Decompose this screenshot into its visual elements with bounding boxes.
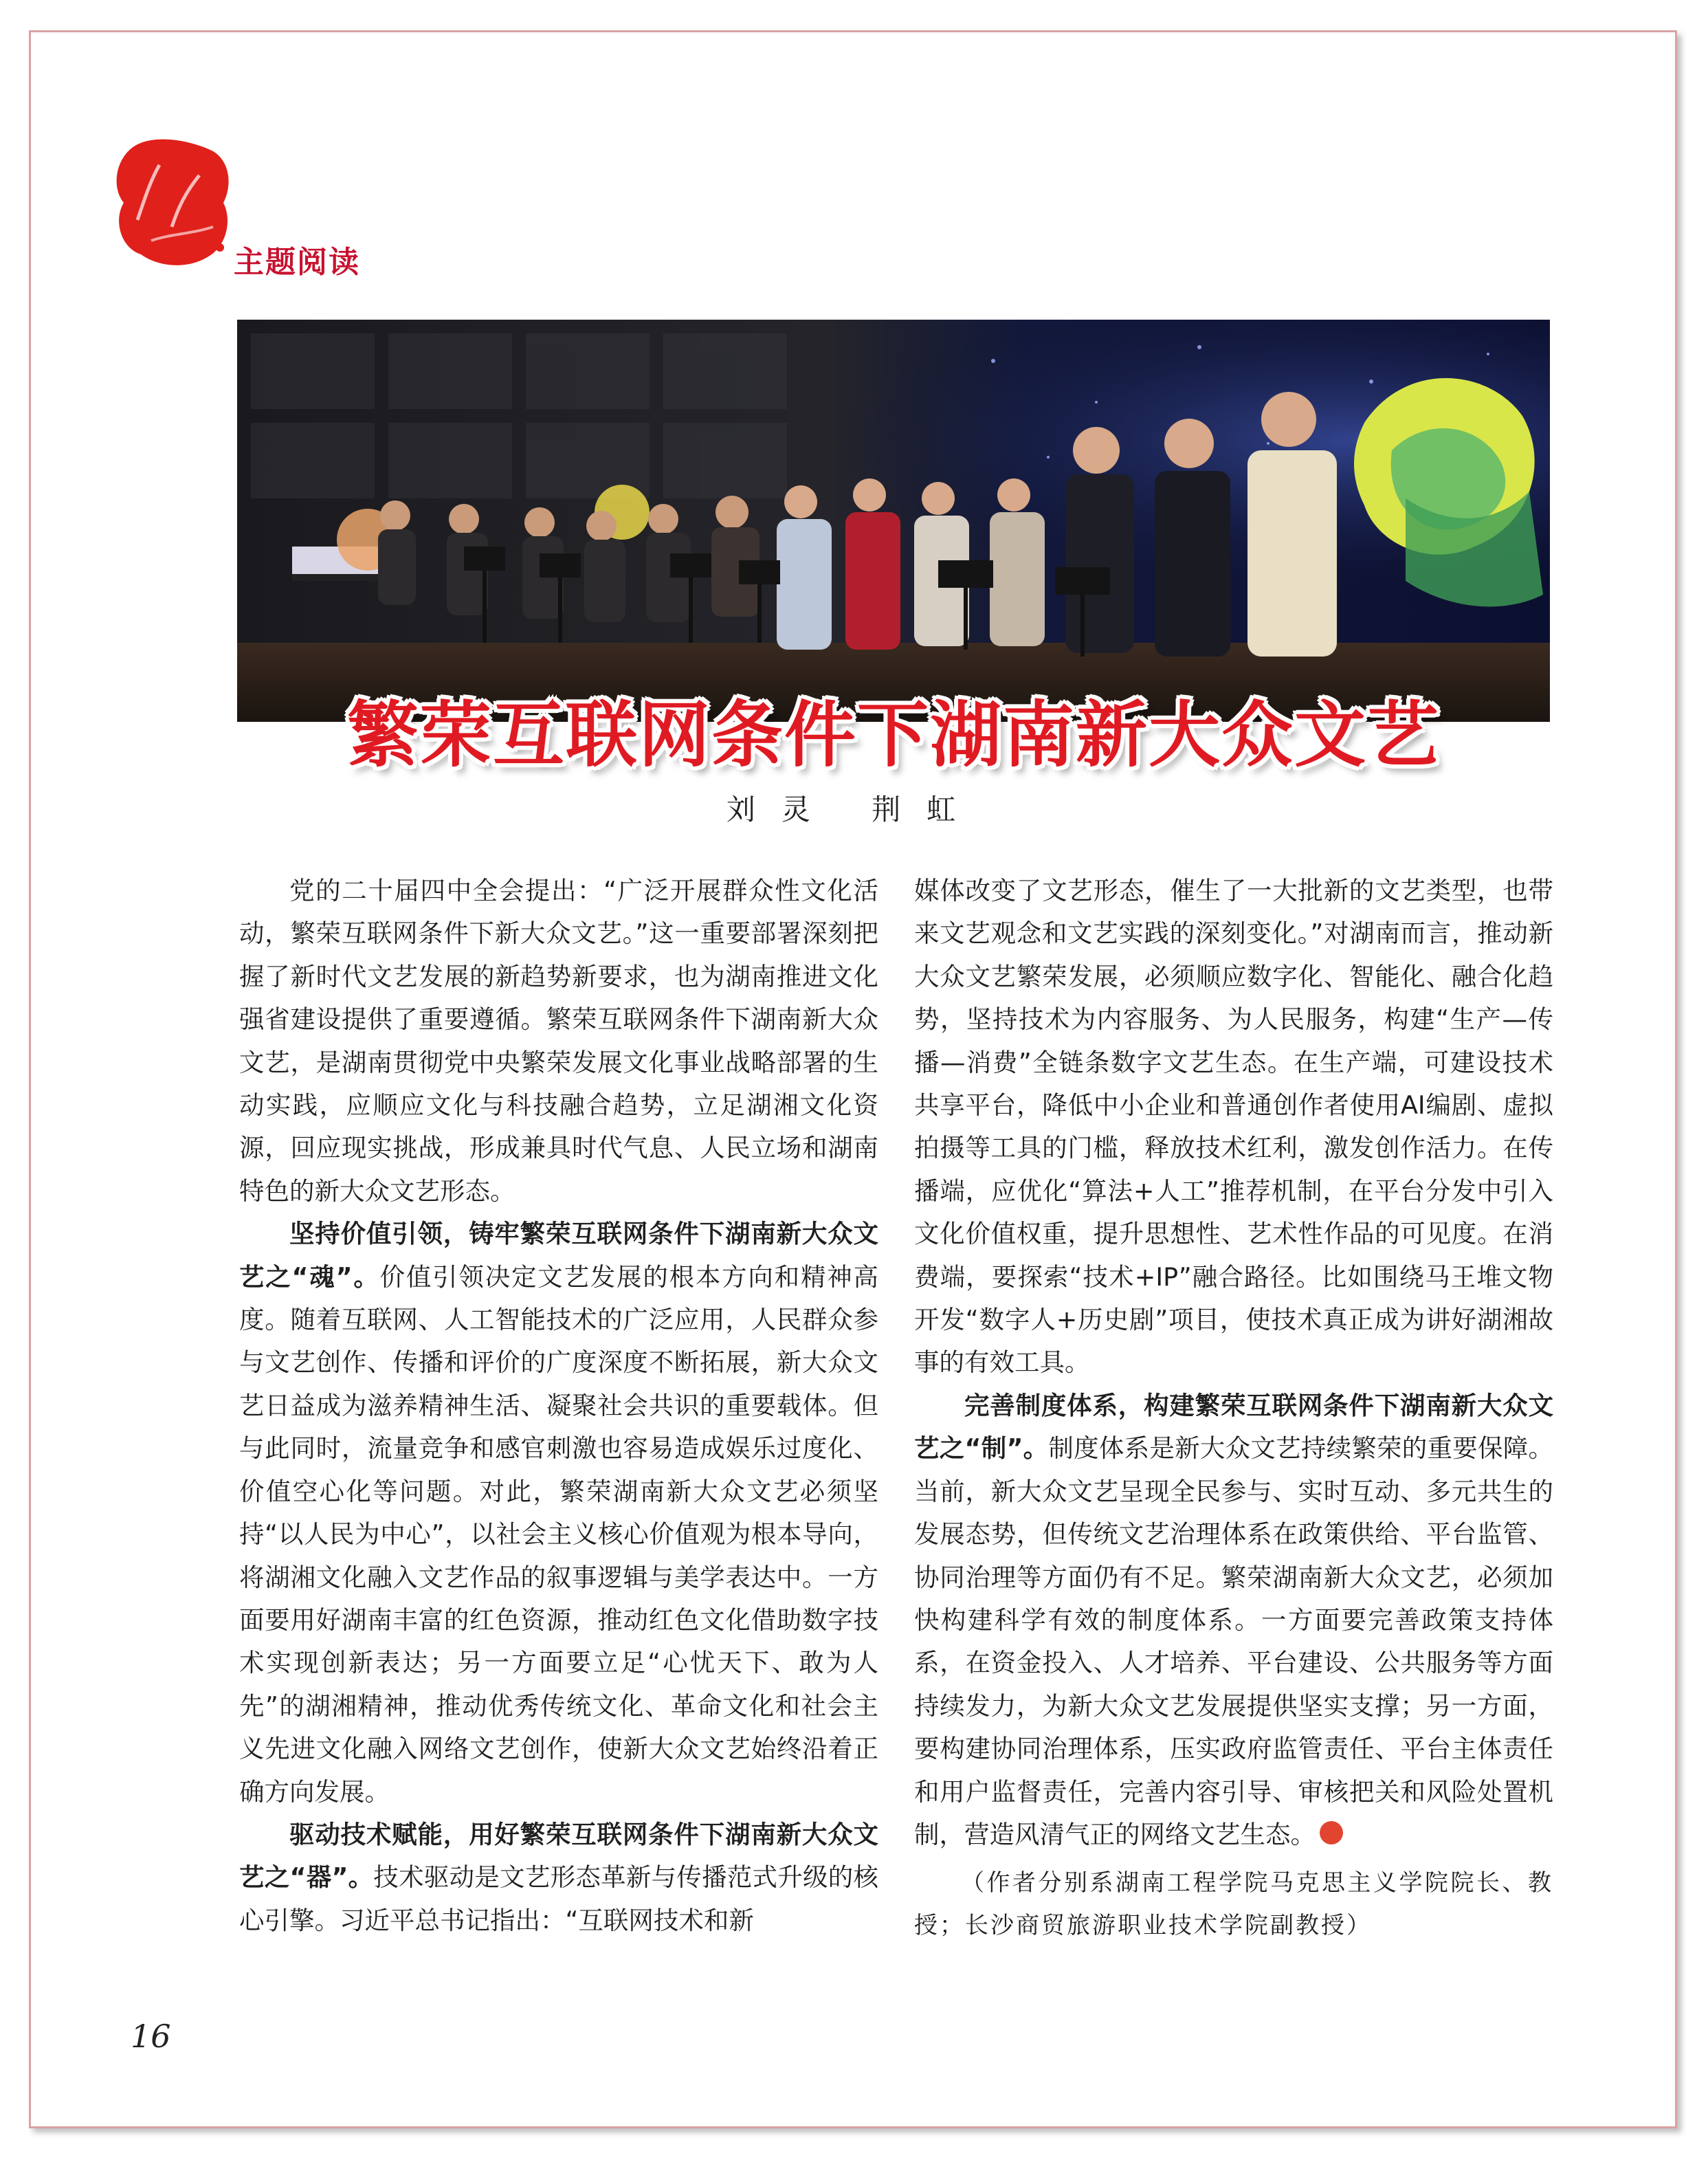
paragraph <box>914 1385 1553 1856</box>
section-label: 主题阅读 <box>234 245 360 280</box>
magazine-logo <box>110 137 234 268</box>
paragraph <box>239 870 878 1213</box>
paragraph-text: 技术驱动是文艺形态革新与传播范式升级的核心引擎。习近平总书记指出：“互联网技术和新 <box>239 1862 878 1935</box>
paragraph-lead: 坚持价值引领，铸牢繁荣互联网条件下湖南新大众文艺之“魂”。 <box>239 1219 878 1292</box>
paragraph-lead: 驱动技术赋能，用好繁荣互联网条件下湖南新大众文艺之“器”。 <box>239 1819 878 1893</box>
article-title: 繁荣互联网条件下湖南新大众文艺 <box>346 693 1440 777</box>
end-mark-icon <box>1320 1821 1343 1844</box>
red-ink-blot-logo <box>110 137 234 268</box>
paragraph <box>914 870 1553 1385</box>
hero-photo <box>237 320 1550 722</box>
left-column <box>239 870 878 1942</box>
right-column <box>914 870 1553 1947</box>
paragraph-text: 媒体改变了文艺形态，催生了一大批新的文艺类型，也带来文艺观念和文艺实践的深刻变化。”对湖南而言，推动新大众文艺繁荣发展，必须顺应数字化、智能化、融合化趋势，坚持技术为内容服务、为人民服务，构建“生产—传播—消费”全链条数字文艺生态。在生产端，可建设技术共享平台，降低中小企业和普通创作者使用AI编剧、虚拟拍摄等工具的门槛，释放技术红利，激发创作活力。在传播端，应优化“算法+人工”推荐机制，在平台分发中引入文化价值权重，提升思想性、艺术性作品的可见度。在消费端，要探索“技术+IP”融合路径。比如围绕马王堆文物开发“数字人+历史剧”项目，使技术真正成为讲好湖湘故事的有效工具。 <box>914 876 1553 1378</box>
paragraph-lead: 完善制度体系，构建繁荣互联网条件下湖南新大众文艺之“制”。 <box>914 1390 1553 1464</box>
stage-performance-photo <box>237 320 1550 722</box>
paragraph-text: 制度体系是新大众文艺持续繁荣的重要保障。当前，新大众文艺呈现全民参与、实时互动、多元共生的发展态势，但传统文艺治理体系在政策供给、平台监管、协同治理等方面仍有不足。繁荣湖南新大众文艺，必须加快构建科学有效的制度体系。一方面要完善政策支持体系，在资金投入、人才培养、平台建设、公共服务等方面持续发力，为新大众文艺发展提供坚实支撑；另一方面，要构建协同治理体系，压实政府监管责任、平台主体责任和用户监督责任，完善内容引导、审核把关和风险处置机制，营造风清气正的网络文艺生态。 <box>914 1433 1553 1849</box>
paragraph <box>239 1213 878 1814</box>
author-note: （作者分别系湖南工程学院马克思主义学院院长、教授；长沙商贸旅游职业技术学院副教授） <box>914 1869 1553 1940</box>
paragraph-text: 党的二十届四中全会提出：“广泛开展群众性文化活动，繁荣互联网条件下新大众文艺。”这一重要部署深刻把握了新时代文艺发展的新趋势新要求，也为湖南推进文化强省建设提供了重要遵循。繁荣互联网条件下湖南新大众文艺，是湖南贯彻党中央繁荣发展文化事业战略部署的生动实践，应顺应文化与科技融合趋势，立足湖湘文化资源，回应现实挑战，形成兼具时代气息、人民立场和湖南特色的新大众文艺形态。 <box>239 876 878 1206</box>
article-byline: 刘灵 荆虹 <box>726 793 982 826</box>
paragraph <box>239 1814 878 1942</box>
paragraph-text: 价值引领决定文艺发展的根本方向和精神高度。随着互联网、人工智能技术的广泛应用，人民群众参与文艺创作、传播和评价的广度深度不断拓展，新大众文艺日益成为滋养精神生活、凝聚社会共识的重要载体。但与此同时，流量竞争和感官刺激也容易造成娱乐过度化、价值空心化等问题。对此，繁荣湖南新大众文艺必须坚持“以人民为中心”，以社会主义核心价值观为根本导向，将湖湘文化融入文艺作品的叙事逻辑与美学表达中。一方面要用好湖南丰富的红色资源，推动红色文化借助数字技术实现创新表达；另一方面要立足“心忧天下、敢为人先”的湖湘精神，推动优秀传统文化、革命文化和社会主义先进文化融入网络文艺创作，使新大众文艺始终沿着正确方向发展。 <box>239 1261 878 1807</box>
page-number: 16 <box>131 2018 171 2055</box>
